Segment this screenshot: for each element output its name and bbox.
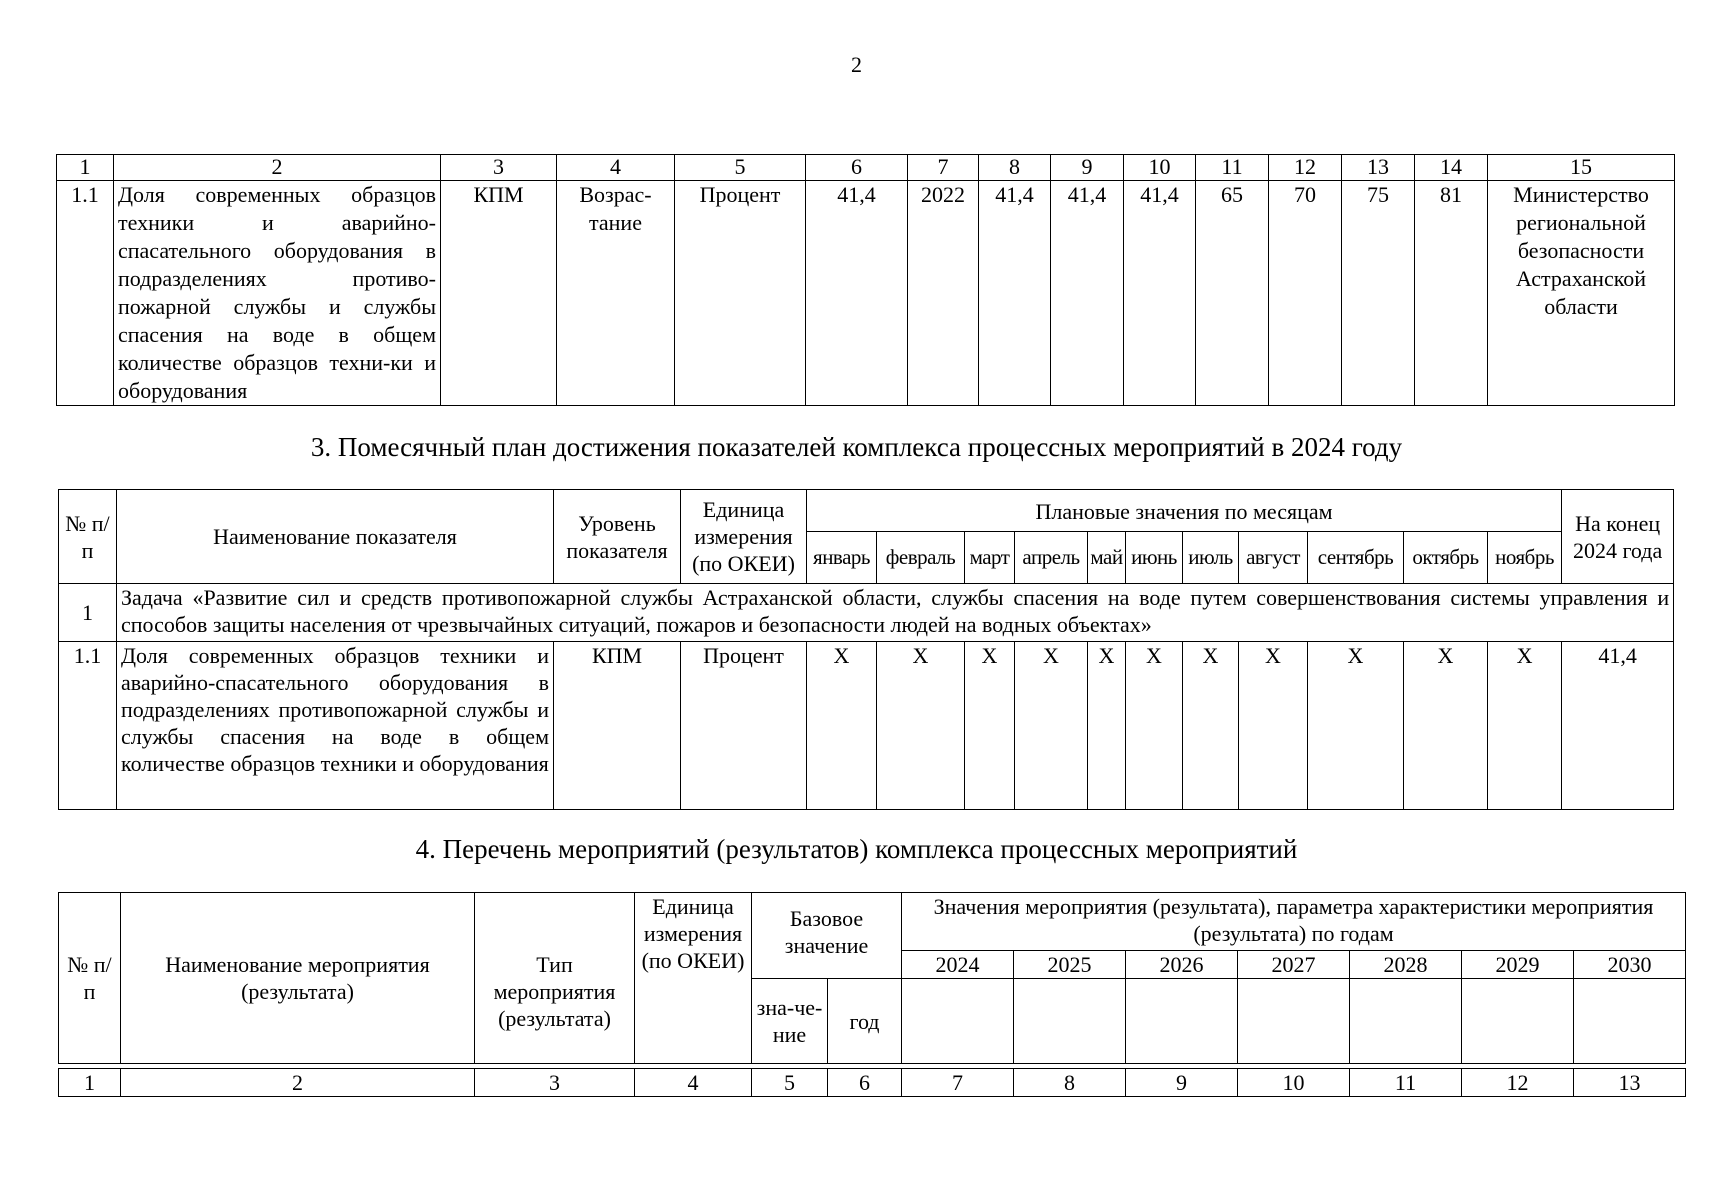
indicator-level: КПМ <box>554 642 681 810</box>
year-label: 2025 <box>1014 951 1126 979</box>
column-number: 5 <box>752 1069 828 1097</box>
section-3-heading: 3. Помесячный план достижения показателей комплекса процессных мероприятий в 2024 году <box>310 432 1403 462</box>
year-value: 41,4 <box>1124 181 1196 406</box>
indicator-name: Доля современных образцов техники и аварийно-спасательного оборудования в подразделениях противо-пожарной службы и службы спасения на воде в общем количестве образцов техни-ки и оборудования <box>114 181 441 406</box>
empty-cell <box>1126 979 1238 1064</box>
name-header: Наименование мероприятия (результата) <box>121 893 475 1064</box>
column-number: 12 <box>1462 1069 1574 1097</box>
month-label: май <box>1088 532 1126 584</box>
column-number: 8 <box>979 155 1051 181</box>
num-header: № п/п <box>59 490 117 584</box>
indicator-unit: Процент <box>681 642 807 810</box>
column-number: 1 <box>57 155 114 181</box>
name-header: Наименование показателя <box>117 490 554 584</box>
column-number: 8 <box>1014 1069 1126 1097</box>
month-label: сентябрь <box>1308 532 1404 584</box>
indicators-continuation-table <box>56 154 1675 406</box>
header-row <box>59 490 1674 532</box>
page-number: 2 <box>851 52 862 77</box>
month-label: март <box>965 532 1015 584</box>
column-number-row <box>57 155 1675 181</box>
column-number-row <box>59 1069 1686 1097</box>
monthly-value: X <box>965 642 1015 810</box>
column-number: 6 <box>806 155 908 181</box>
column-number: 9 <box>1051 155 1124 181</box>
indicator-trend: Возрас-тание <box>557 181 675 406</box>
monthly-value: X <box>807 642 877 810</box>
column-number: 7 <box>902 1069 1014 1097</box>
monthly-value: X <box>1488 642 1562 810</box>
column-number: 12 <box>1269 155 1342 181</box>
column-number: 10 <box>1124 155 1196 181</box>
row-number: 1.1 <box>57 181 114 406</box>
column-number: 13 <box>1574 1069 1686 1097</box>
end-value: 41,4 <box>1562 642 1674 810</box>
month-label: январь <box>807 532 877 584</box>
year-label: 2024 <box>902 951 1014 979</box>
base-header: Базовое значение <box>752 893 902 979</box>
base-year-header: год <box>828 979 902 1064</box>
base-value: 41,4 <box>806 181 908 406</box>
year-value: 70 <box>1269 181 1342 406</box>
monthly-value: X <box>1126 642 1183 810</box>
year-label: 2028 <box>1350 951 1462 979</box>
month-label: июль <box>1183 532 1239 584</box>
column-number: 15 <box>1488 155 1675 181</box>
month-label: апрель <box>1015 532 1088 584</box>
header-row <box>59 893 1686 951</box>
row-number: 1.1 <box>59 642 117 810</box>
column-number: 4 <box>635 1069 752 1097</box>
year-value: 41,4 <box>979 181 1051 406</box>
column-number: 9 <box>1126 1069 1238 1097</box>
month-label: июнь <box>1126 532 1183 584</box>
monthly-value: X <box>1239 642 1308 810</box>
empty-cell <box>902 979 1014 1064</box>
column-number: 13 <box>1342 155 1415 181</box>
indicator-name: Доля современных образцов техники и аварийно-спасательного оборудования в подразделениях противопожарной службы и службы спасения на воде в общем количестве образцов техники и оборудования <box>117 642 554 810</box>
indicator-level: КПМ <box>441 181 557 406</box>
year-value: 41,4 <box>1051 181 1124 406</box>
table-row <box>57 181 1675 406</box>
table-row <box>59 642 1674 810</box>
values-header: Значения мероприятия (результата), параметра характеристики мероприятия (результата) по годам <box>902 893 1686 951</box>
month-label: ноябрь <box>1488 532 1562 584</box>
monthly-value: X <box>1183 642 1239 810</box>
empty-cell <box>1350 979 1462 1064</box>
monthly-plan-table <box>58 489 1674 810</box>
year-value: 75 <box>1342 181 1415 406</box>
year-label: 2030 <box>1574 951 1686 979</box>
monthly-value: X <box>1308 642 1404 810</box>
section-4-heading: 4. Перечень мероприятий (результатов) комплекса процессных мероприятий <box>415 834 1298 864</box>
column-number: 11 <box>1350 1069 1462 1097</box>
monthly-value: X <box>1404 642 1488 810</box>
column-number: 5 <box>675 155 806 181</box>
column-number: 4 <box>557 155 675 181</box>
task-number: 1 <box>59 584 117 642</box>
year-label: 2026 <box>1126 951 1238 979</box>
indicator-unit: Процент <box>675 181 806 406</box>
type-header: Тип мероприятия (результата) <box>475 893 635 1064</box>
month-label: август <box>1239 532 1308 584</box>
monthly-value: X <box>1015 642 1088 810</box>
unit-header: Единица измерения (по ОКЕИ) <box>635 893 752 1064</box>
year-label: 2027 <box>1238 951 1350 979</box>
task-text: Задача «Развитие сил и средств противопожарной службы Астраханской области, службы спасения на воде путем совершенствования системы управления и способов защиты населения от чрезвычайных ситуаций, пожаров и безопасности людей на водных объектах» <box>117 584 1674 642</box>
empty-cell <box>1238 979 1350 1064</box>
year-value: 65 <box>1196 181 1269 406</box>
column-number: 11 <box>1196 155 1269 181</box>
end-header: На конец 2024 года <box>1562 490 1674 584</box>
column-number: 3 <box>441 155 557 181</box>
task-row <box>59 584 1674 642</box>
base-value-header: зна-че-ние <box>752 979 828 1064</box>
empty-cell <box>1462 979 1574 1064</box>
column-number: 2 <box>114 155 441 181</box>
year-label: 2029 <box>1462 951 1574 979</box>
column-number: 1 <box>59 1069 121 1097</box>
monthly-value: X <box>877 642 965 810</box>
base-year: 2022 <box>908 181 979 406</box>
activities-table <box>58 892 1686 1097</box>
column-number: 10 <box>1238 1069 1350 1097</box>
num-header: № п/п <box>59 893 121 1064</box>
plan-header: Плановые значения по месяцам <box>807 490 1562 532</box>
level-header: Уровень показателя <box>554 490 681 584</box>
empty-cell <box>1574 979 1686 1064</box>
month-label: октябрь <box>1404 532 1488 584</box>
unit-header: Единица измерения (по ОКЕИ) <box>681 490 807 584</box>
year-value: 81 <box>1415 181 1488 406</box>
column-number: 3 <box>475 1069 635 1097</box>
column-number: 6 <box>828 1069 902 1097</box>
empty-cell <box>1014 979 1126 1064</box>
monthly-value: X <box>1088 642 1126 810</box>
column-number: 7 <box>908 155 979 181</box>
month-label: февраль <box>877 532 965 584</box>
column-number: 2 <box>121 1069 475 1097</box>
column-number: 14 <box>1415 155 1488 181</box>
responsible-body: Министерство региональной безопасности Астраханской области <box>1488 181 1675 406</box>
